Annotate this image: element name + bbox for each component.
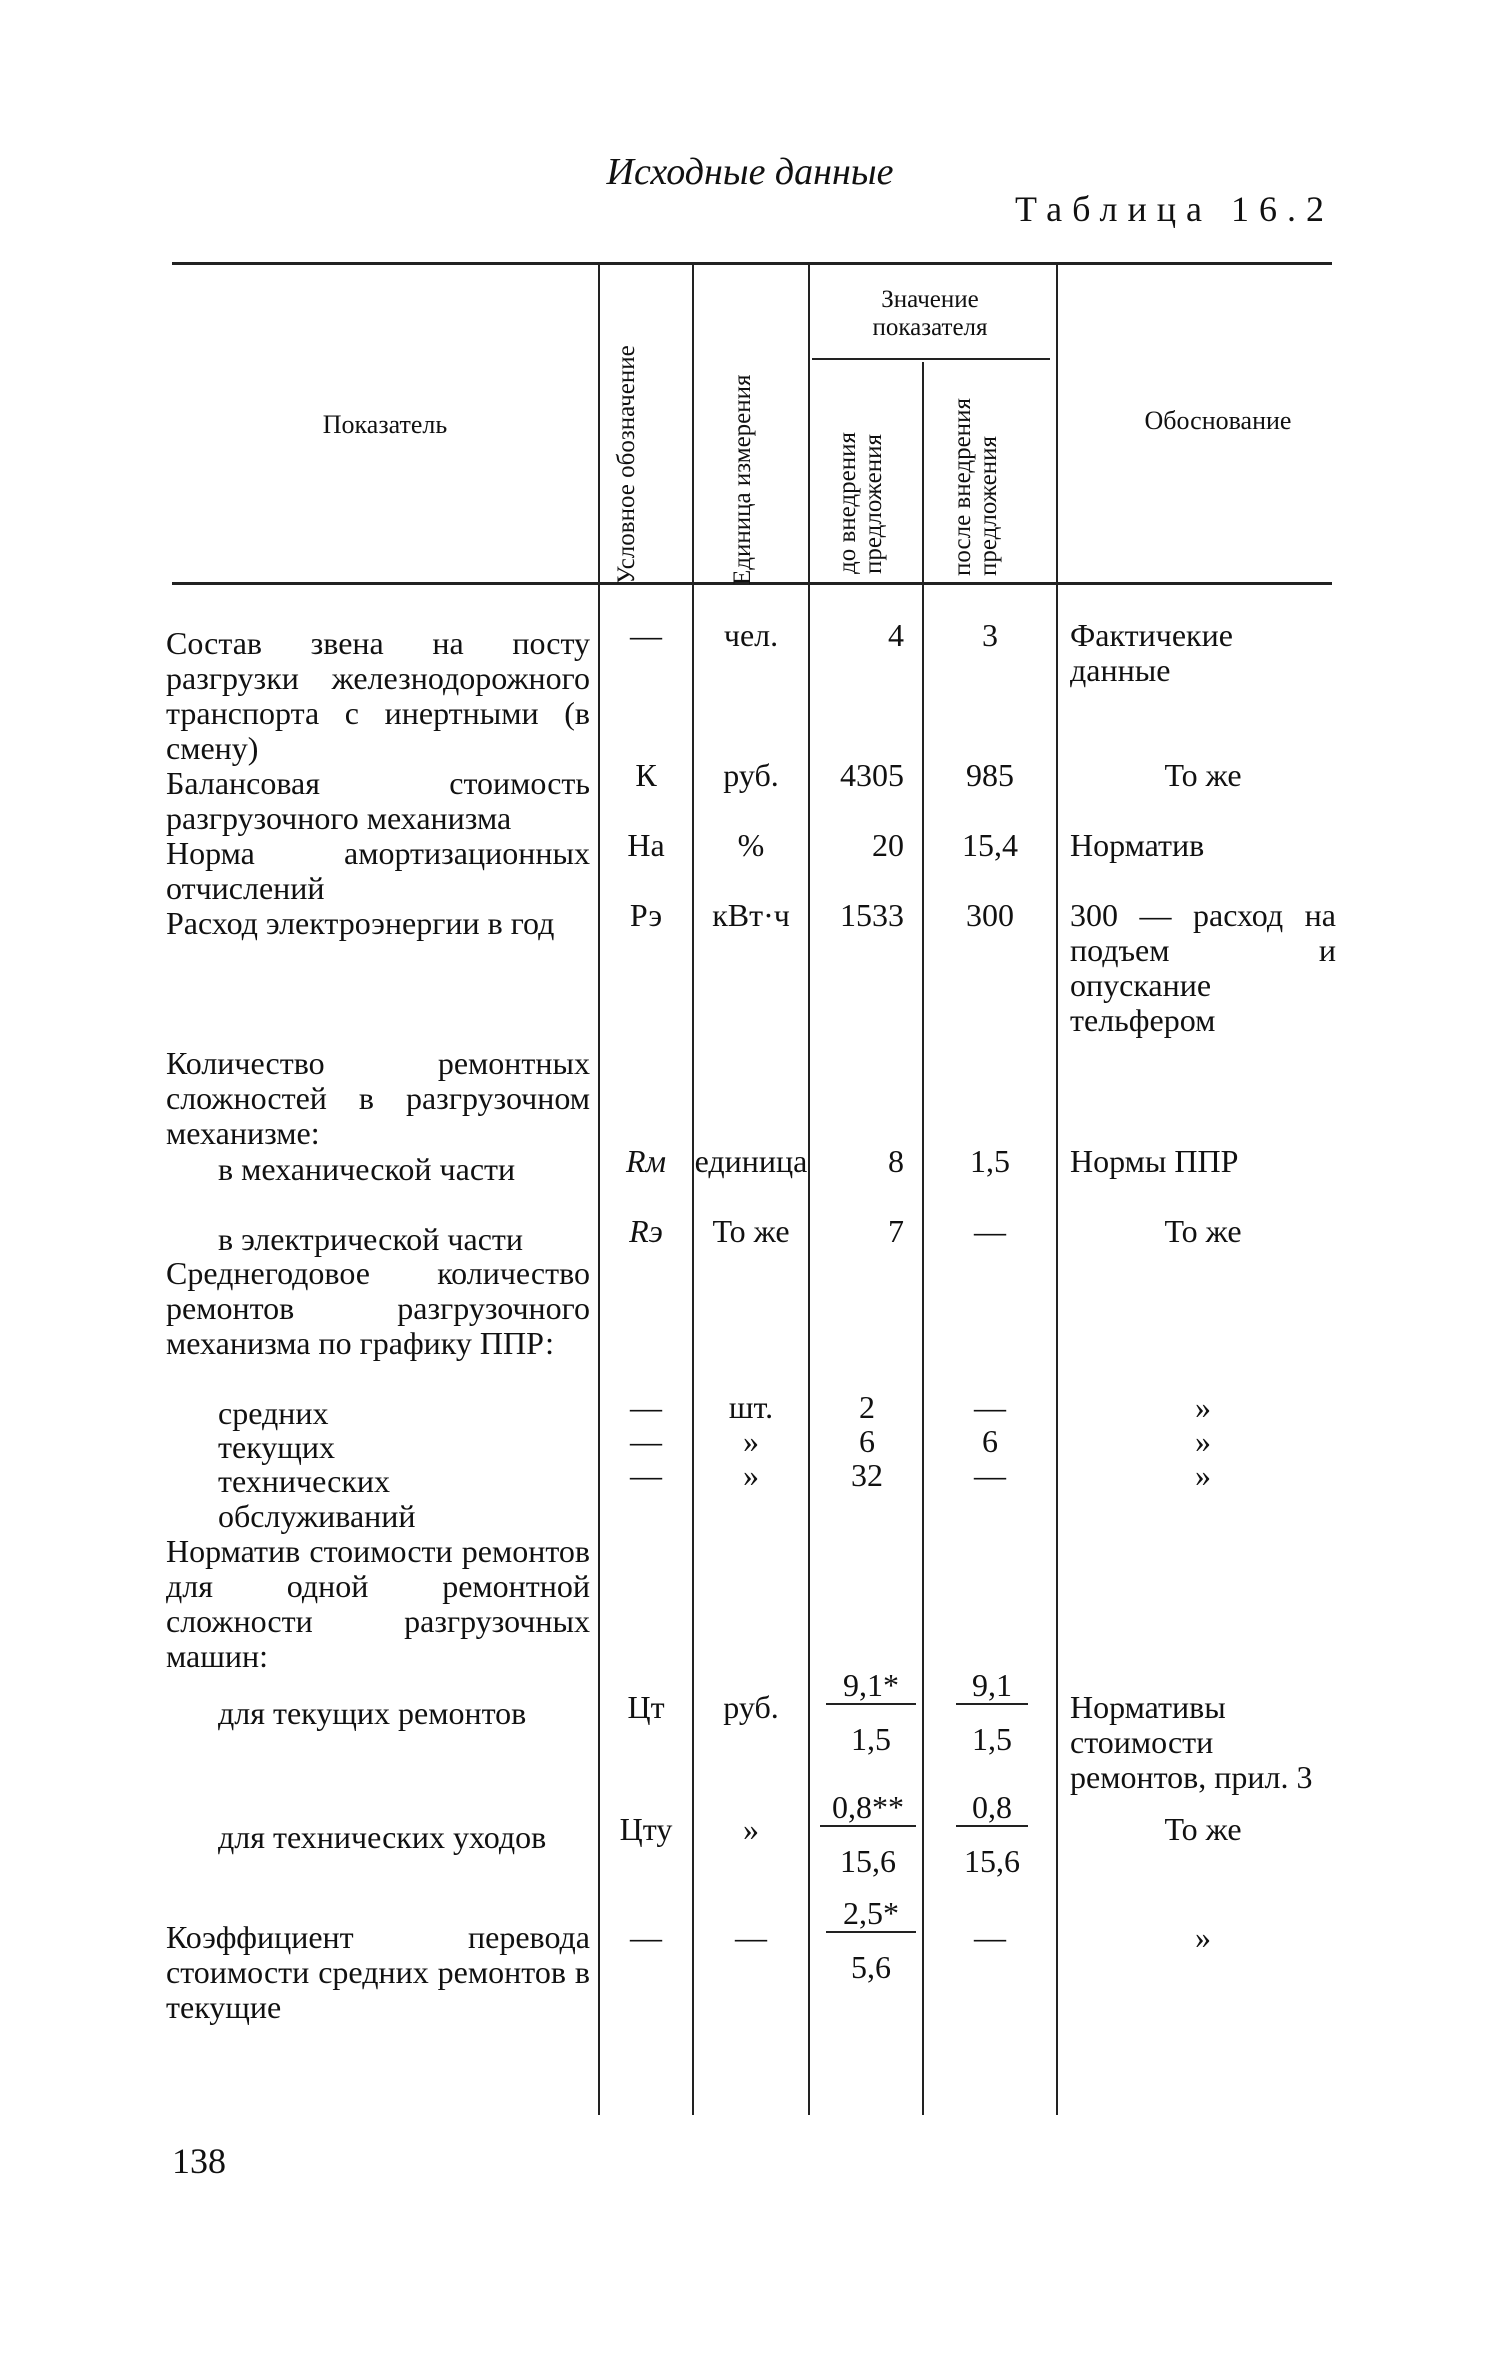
row9-unit: шт.	[728, 1389, 774, 1425]
row4-basis: 300 — расход на подъем и опускание тельфером	[1070, 897, 1336, 1038]
row8-indicator: Среднегодовое количество ремонтов разгрузочного механизма по графику ППР:	[166, 1255, 590, 1361]
row10-unit: »	[743, 1423, 759, 1459]
row2-unit: руб.	[723, 757, 779, 793]
row15-before-denominator: 5,6	[851, 1949, 891, 1985]
row9-after: —	[974, 1389, 1006, 1425]
row2-basis: То же	[1164, 757, 1242, 793]
row15-indicator: Коэффициент перевода стоимости средних ремонтов в текущие	[166, 1919, 590, 2025]
row14-unit: »	[743, 1811, 759, 1847]
row13-after-numerator: 9,1	[956, 1668, 1028, 1705]
header-before: до внедрения предложения	[834, 432, 887, 574]
row3-after: 15,4	[962, 827, 1018, 863]
row13-after-denominator: 1,5	[972, 1721, 1012, 1757]
table-top-rule	[172, 262, 1332, 265]
header-indicator: Показатель	[322, 410, 448, 439]
row13-before-numerator: 9,1*	[826, 1668, 916, 1705]
row14-basis: То же	[1164, 1811, 1242, 1847]
row6-before: 8	[888, 1143, 904, 1179]
col-divider-3	[808, 262, 810, 2115]
row14-before-numerator: 0,8**	[820, 1790, 916, 1827]
row15-before-numerator: 2,5*	[826, 1896, 916, 1933]
row9-before: 2	[859, 1389, 875, 1425]
row12-indicator: Норматив стоимости ремонтов для одной ремонтной сложности разгрузочных машин:	[166, 1533, 590, 1674]
row1-basis: Фактичекие данные	[1070, 617, 1233, 688]
row15-basis: »	[1195, 1919, 1211, 1955]
row14-before-denominator: 15,6	[840, 1843, 896, 1879]
row13-basis: Нормативы стоимости ремонтов, прил. 3	[1070, 1689, 1313, 1795]
row10-symbol: —	[630, 1423, 662, 1459]
value-group-rule	[812, 358, 1050, 360]
row10-before: 6	[859, 1423, 875, 1459]
row13-unit: руб.	[723, 1689, 779, 1725]
row11-after: —	[974, 1457, 1006, 1493]
header-value-group: Значение показателя	[872, 286, 988, 341]
row6-indicator: в механической части	[218, 1151, 516, 1187]
row2-after: 985	[966, 757, 1014, 793]
row14-after-numerator: 0,8	[956, 1790, 1028, 1827]
row2-indicator: Балансовая стоимость разгрузочного механизма	[166, 765, 590, 836]
table-number: Таблица 16.2	[1015, 189, 1334, 229]
row4-unit: кВт·ч	[712, 897, 790, 933]
header-basis: Обоснование	[1144, 406, 1292, 435]
row7-after: —	[974, 1213, 1006, 1249]
row7-unit: То же	[712, 1213, 790, 1249]
row11-indicator: технических обслуживаний	[218, 1463, 416, 1534]
row15-symbol: —	[630, 1919, 662, 1955]
row6-after: 1,5	[970, 1143, 1010, 1179]
row10-indicator: текущих	[218, 1429, 336, 1465]
row3-indicator: Норма амортизационных отчислений	[166, 835, 590, 906]
row3-symbol: Нa	[627, 827, 665, 863]
row1-indicator: Состав звена на посту разгрузки железнодорожного транспорта с инертными (в смену)	[166, 625, 590, 766]
row13-symbol: Цт	[627, 1689, 665, 1725]
row7-indicator: в электрической части	[218, 1221, 524, 1257]
header-unit: Единица измерения	[729, 374, 756, 585]
row13-indicator: для текущих ремонтов	[218, 1695, 527, 1731]
row6-basis: Нормы ППР	[1070, 1143, 1239, 1179]
row7-basis: То же	[1164, 1213, 1242, 1249]
row11-unit: »	[743, 1457, 759, 1493]
row1-unit: чел.	[723, 617, 779, 653]
row6-symbol: Rм	[626, 1143, 666, 1179]
row9-basis: »	[1195, 1389, 1211, 1425]
row2-before: 4305	[840, 757, 904, 793]
row9-symbol: —	[630, 1389, 662, 1425]
row2-symbol: К	[635, 757, 657, 793]
row11-before: 32	[851, 1457, 883, 1493]
page-title: Исходные данные	[606, 151, 894, 193]
row7-before: 7	[888, 1213, 904, 1249]
row14-after-denominator: 15,6	[964, 1843, 1020, 1879]
row5-indicator: Количество ремонтных сложностей в разгрузочном механизме:	[166, 1045, 590, 1151]
row3-unit: %	[737, 827, 765, 863]
row4-before: 1533	[840, 897, 904, 933]
row13-before-denominator: 1,5	[851, 1721, 891, 1757]
row3-before: 20	[872, 827, 904, 863]
header-after: после внедрения предложения	[949, 398, 1002, 576]
row10-after: 6	[982, 1423, 998, 1459]
row3-basis: Норматив	[1070, 827, 1205, 863]
row4-after: 300	[966, 897, 1014, 933]
row14-indicator: для технических уходов	[218, 1819, 547, 1855]
row1-after: 3	[982, 617, 998, 653]
row1-before: 4	[888, 617, 904, 653]
row14-symbol: Цту	[619, 1811, 673, 1847]
row15-unit: —	[735, 1919, 767, 1955]
row10-basis: »	[1195, 1423, 1211, 1459]
row4-symbol: Рэ	[629, 897, 663, 933]
row6-unit: единица	[694, 1143, 808, 1179]
row7-symbol: Rэ	[629, 1213, 663, 1249]
row11-symbol: —	[630, 1457, 662, 1493]
row1-symbol: —	[630, 617, 662, 653]
row11-basis: »	[1195, 1457, 1211, 1493]
header-symbol: Условное обозначение	[613, 345, 640, 584]
row4-indicator: Расход электроэнергии в год	[166, 905, 555, 941]
row9-indicator: средних	[218, 1395, 329, 1431]
page-number: 138	[172, 2141, 226, 2181]
row15-after: —	[974, 1919, 1006, 1955]
